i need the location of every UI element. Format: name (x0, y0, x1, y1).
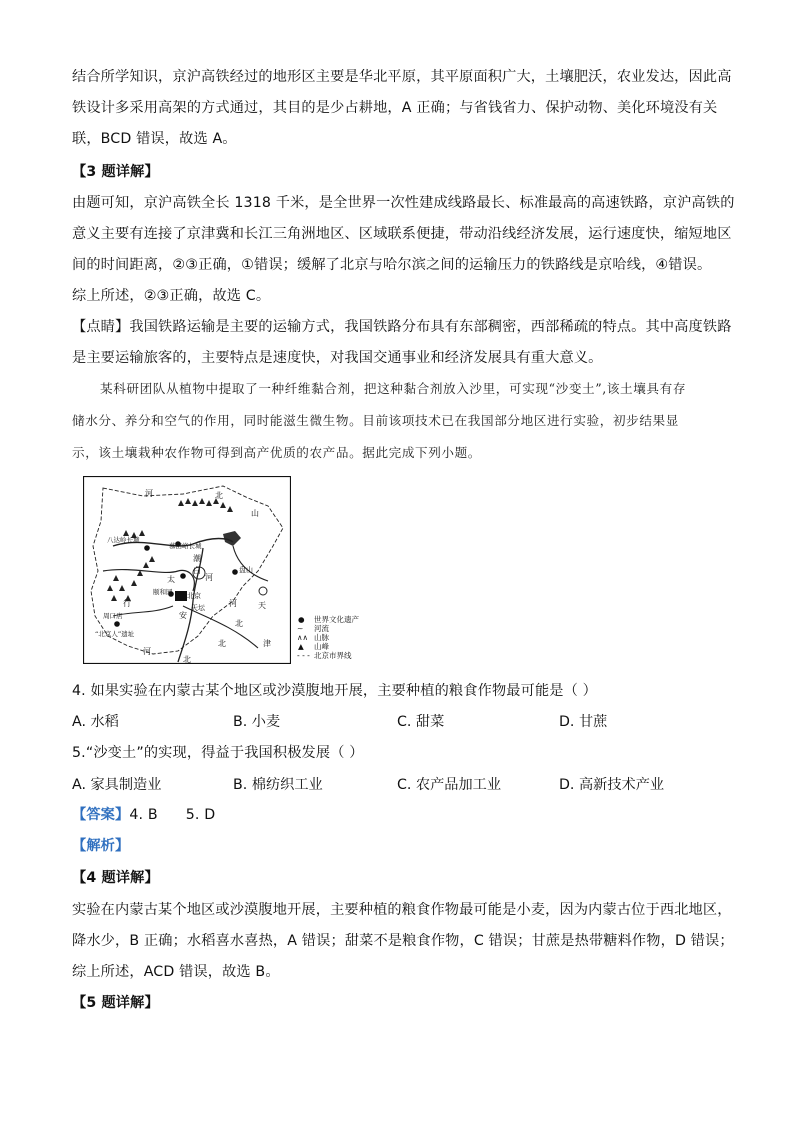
text-line: 结合所学知识，京沪高铁经过的地形区主要是华北平原，其平原面积广大，土壤肥沃，农业发达，因此高 (72, 69, 732, 85)
material-line: 某科研团队从植物中提取了一种纤维黏合剂，把这种黏合剂放入沙里，可实现“沙变土”,该土壤具有存 (100, 381, 687, 396)
answer-text: 4. B 5. D (129, 807, 216, 823)
q4-option-d: D. 甘蔗 (559, 714, 608, 730)
q5-option-a: A. 家具制造业 (72, 777, 162, 793)
svg-text:颐和园: 颐和园 (153, 588, 173, 596)
text-line: 间的时间距离，②③正确，①错误；缓解了北京与哈尔滨之间的运输压力的铁路线是京哈线，④错误。 (72, 257, 712, 273)
svg-text:津: 津 (263, 639, 271, 648)
text-line: 综上所述，ACD 错误，故选 B。 (72, 964, 280, 980)
svg-text:白: 白 (193, 566, 201, 575)
svg-text:北京: 北京 (187, 592, 201, 600)
svg-text:河: 河 (143, 647, 151, 656)
q4-option-c: C. 甜菜 (397, 714, 445, 730)
question-5-stem: 5.“沙变土”的实现，得益于我国积极发展（ ） (72, 745, 364, 761)
section-heading-q5: 【5 题详解】 (72, 995, 159, 1011)
svg-text:河: 河 (205, 573, 213, 582)
text-line: 由题可知，京沪高铁全长 1318 千米，是全世界一次性建成线路最长、标准最高的高速铁路，京沪高铁的 (72, 195, 735, 211)
beijing-map-figure (83, 476, 291, 664)
tip-paragraph: 【点睛】我国铁路运输是主要的运输方式，我国铁路分布具有东部稠密，西部稀疏的特点。其中高度铁路 (72, 319, 732, 335)
question-4-stem: 4. 如果实验在内蒙古某个地区或沙漠腹地开展，主要种植的粮食作物最可能是（ ） (72, 683, 597, 699)
q4-option-a: A. 水稻 (72, 714, 119, 730)
section-heading-q3: 【3 题详解】 (72, 164, 159, 180)
text-line: 是主要运输旅客的，主要特点是速度快，对我国交通事业和经济发展具有重大意义。 (72, 350, 603, 366)
section-heading-q4: 【4 题详解】 (72, 870, 159, 886)
text-line: 综上所述，②③正确，故选 C。 (72, 288, 271, 304)
text-line: 意义主要有连接了京津冀和长江三角洲地区、区域联系便捷，带动沿线经济发展，运行速度快，缩短地区 (72, 226, 732, 242)
svg-text:周口店: 周口店 (103, 612, 123, 620)
svg-text:“北京人”遗址: “北京人”遗址 (95, 630, 135, 638)
q5-option-b: B. 棉纺织工业 (233, 777, 323, 793)
text-line: 铁设计多采用高架的方式通过，其目的是少占耕地，A 正确；与省钱省力、保护动物、美化环境没有关 (72, 100, 718, 116)
beijing-city-marker (175, 591, 187, 601)
svg-text:安: 安 (179, 611, 187, 620)
svg-text:天坛: 天坛 (191, 604, 205, 612)
answer-label: 【答案】 (72, 807, 130, 823)
text-line: 降水少，B 正确；水稻喜水喜热，A 错误；甜菜不是粮食作物，C 错误；甘蔗是热带糖料作物，D 错误； (72, 933, 734, 949)
material-line: 储水分、养分和空气的作用，同时能滋生微生物。目前该项技术已在我国部分地区进行实验，初步结果显 (72, 413, 679, 428)
svg-text:河: 河 (145, 489, 153, 498)
svg-text:太: 太 (167, 575, 175, 584)
svg-text:潮: 潮 (193, 554, 201, 563)
svg-text:北: 北 (215, 491, 223, 500)
text-line: 联，BCD 错误，故选 A。 (72, 131, 237, 147)
svg-text:河: 河 (229, 599, 237, 608)
svg-text:北: 北 (235, 619, 243, 628)
svg-text:山: 山 (251, 509, 259, 518)
analysis-label: 【解析】 (72, 838, 130, 854)
svg-text:八达岭长城: 八达岭长城 (107, 536, 140, 544)
svg-text:北: 北 (218, 639, 226, 648)
text-line: 实验在内蒙古某个地区或沙漠腹地开展，主要种植的粮食作物最可能是小麦，因为内蒙古位于西北地区， (72, 902, 732, 918)
material-line: 示，该土壤栽种农作物可得到高产优质的农产品。据此完成下列小题。 (72, 445, 482, 460)
svg-text:北: 北 (183, 655, 191, 664)
q4-option-b: B. 小麦 (233, 714, 281, 730)
svg-text:盘山: 盘山 (239, 566, 253, 574)
svg-text:行: 行 (123, 599, 131, 608)
svg-text:慕田峪长城: 慕田峪长城 (169, 542, 202, 550)
q5-option-d: D. 高新技术产业 (559, 777, 665, 793)
answer-line (72, 806, 215, 824)
q5-option-c: C. 农产品加工业 (397, 777, 502, 793)
svg-text:天: 天 (258, 601, 266, 610)
